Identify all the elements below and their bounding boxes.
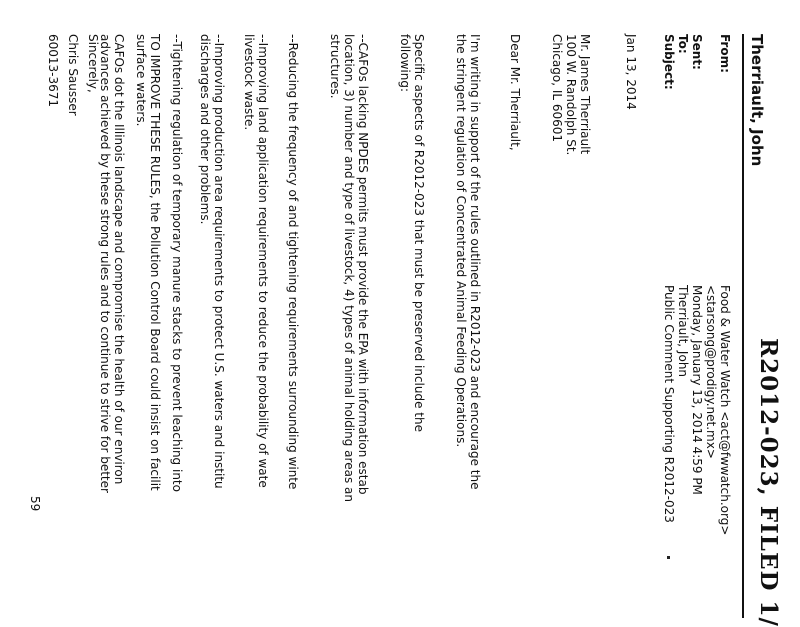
body-line: structures.: [328, 34, 342, 99]
body-line: CAFOs dot the Illinois landscape and compromise the health of our environ: [112, 34, 126, 485]
body-line: surface waters.: [134, 34, 148, 127]
header-value: <starsong@prodigy.net.mx>: [704, 285, 718, 459]
body-line: Specific aspects of R2012-023 that must be preserved include the: [412, 34, 426, 433]
body-line: discharges and other problems.: [198, 34, 212, 225]
body-line: TO IMPROVE THESE RULES, the Pollution Control Board could insist on facilit: [148, 34, 162, 491]
header-value: Monday, January 13, 2014 4:59 PM: [690, 285, 704, 495]
header-label: To:: [676, 34, 690, 54]
body-line: --Improving production area requirements to protect U.S. waters and institu: [212, 34, 226, 489]
body-line: the stringent regulation of Concentrated Animal Feeding Operations.: [454, 34, 468, 448]
zip-code: 60013-3671: [46, 34, 60, 108]
header-value: Therriault, John: [676, 285, 690, 378]
header-label: From:: [718, 34, 732, 73]
body-line: location, 3) number and type of livestock, 4) types of animal holding areas an: [342, 34, 356, 502]
address-line: 100 W. Randolph St.: [564, 34, 578, 156]
filing-stamp: R2012-023, FILED 1/: [755, 338, 782, 627]
page-number: 59: [28, 496, 42, 512]
body-line: livestock waste.: [242, 34, 256, 131]
heading-rule: [742, 34, 744, 618]
body-line: advances achieved by these strong rules and to continue to strive for better: [98, 34, 112, 493]
salutation: Dear Mr. Therriault,: [508, 34, 522, 151]
sender-heading: Therriault, John: [748, 34, 766, 167]
letter-date: Jan 13, 2014: [624, 34, 638, 110]
body-line: I'm writing in support of the rules outlined in R2012-023 and encourage the: [468, 34, 482, 490]
body-line: --Reducing the frequency of and tightening requirements surrounding winte: [286, 34, 300, 490]
address-line: Mr. James Therriault: [578, 34, 592, 155]
body-line: --CAFOs lacking NPDES permits must provide the EPA with information estab: [356, 34, 370, 495]
body-line: --Tightening regulation of temporary manure stacks to prevent leaching into: [170, 34, 184, 492]
header-label: Sent:: [690, 34, 704, 70]
closing: Sincerely,: [86, 34, 100, 93]
body-line: following:: [398, 34, 412, 92]
header-value: Public Comment Supporting R2012-023: [662, 285, 676, 523]
scan-speck: [667, 556, 670, 559]
header-label: Subject:: [662, 34, 676, 90]
header-value: Food & Water Watch <act@fwwatch.org>: [718, 285, 732, 536]
address-line: Chicago, IL 60601: [550, 34, 564, 143]
body-line: --Improving land application requirements to reduce the probability of wate: [256, 34, 270, 488]
signature: Chris Sausser: [66, 34, 80, 116]
